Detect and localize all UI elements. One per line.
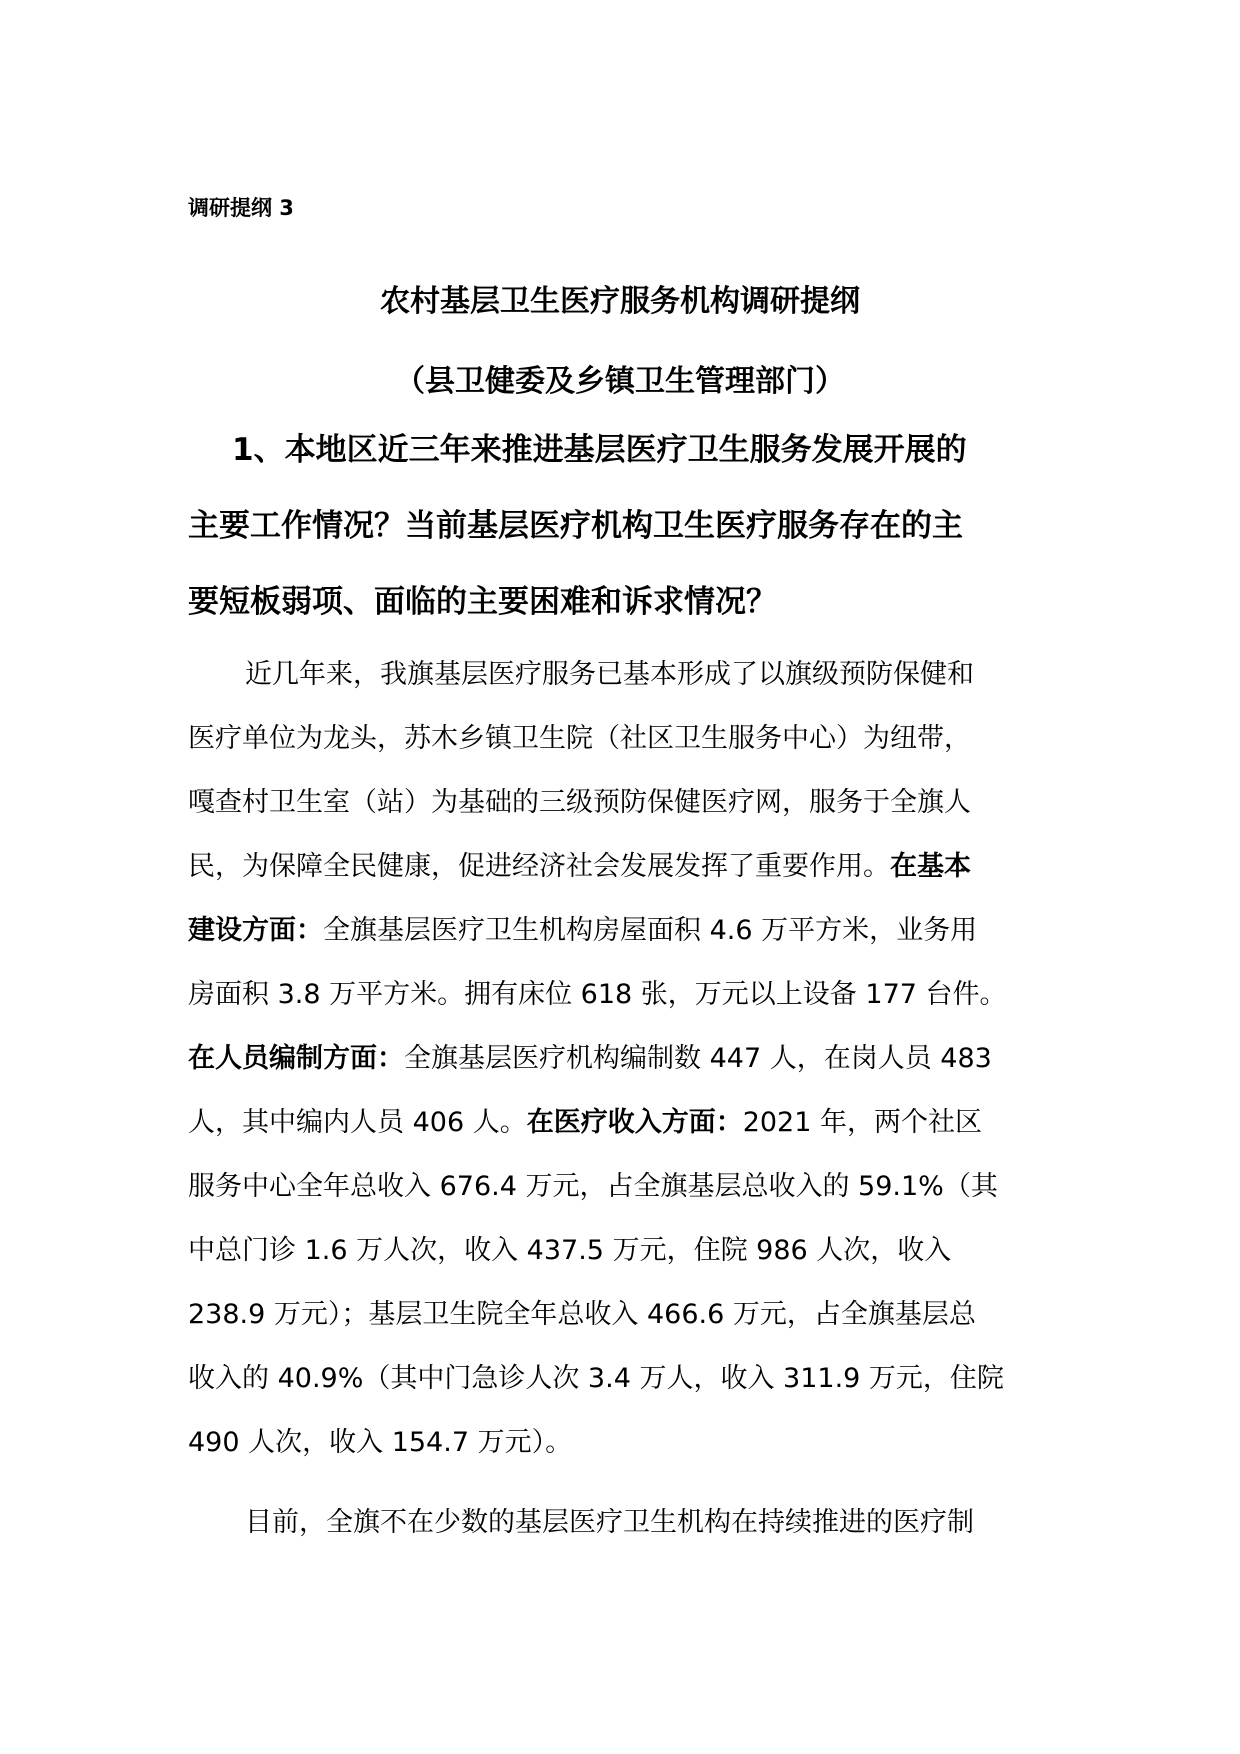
paragraph-1-line-8 (188, 1100, 982, 1139)
paragraph-1-line-9: 服务中心全年总收入 676.4 万元，占全旗基层总收入的 59.1%（其 (188, 1171, 998, 1202)
paragraph-2-line-1: 目前，全旗不在少数的基层医疗卫生机构在持续推进的医疗制 (245, 1507, 974, 1538)
paragraph-1-line-3: 嘎查村卫生室（站）为基础的三级预防保健医疗网，服务于全旗人 (188, 787, 971, 818)
bold-heading-medical-income: 在医疗收入方面： (526, 1107, 743, 1138)
paragraph-1-text: 民，为保障全民健康，促进经济社会发展发挥了重要作用。 (188, 851, 890, 882)
bold-heading-staffing: 在人员编制方面： (188, 1043, 404, 1074)
paragraph-1-line-12: 收入的 40.9%（其中门急诊人次 3.4 万人，收入 311.9 万元，住院 (188, 1363, 1004, 1394)
bold-heading-basic-construction-end: 建设方面： (188, 915, 323, 946)
document-label: 调研提纲 3 (188, 196, 294, 220)
paragraph-1-line-4 (188, 844, 971, 883)
paragraph-1-line-6: 房面积 3.8 万平方米。拥有床位 618 张，万元以上设备 177 台件。 (188, 979, 1007, 1010)
paragraph-1-line-11: 238.9 万元）；基层卫生院全年总收入 466.6 万元，占全旗基层总 (188, 1299, 976, 1330)
paragraph-1-text: 2021 年，两个社区 (742, 1107, 982, 1138)
paragraph-1-text: 人，其中编内人员 406 人。 (188, 1107, 527, 1138)
paragraph-1-line-1: 近几年来，我旗基层医疗服务已基本形成了以旗级预防保健和 (245, 659, 974, 690)
document-subtitle: （县卫健委及乡镇卫生管理部门） (395, 364, 845, 399)
paragraph-1-line-10: 中总门诊 1.6 万人次，收入 437.5 万元，住院 986 人次，收入 (188, 1235, 952, 1266)
question-1-line-1: 1、本地区近三年来推进基层医疗卫生服务发展开展的 (232, 432, 967, 468)
paragraph-1-line-7 (188, 1036, 992, 1075)
bold-heading-basic-construction-start: 在基本 (890, 851, 971, 882)
question-1-line-3: 要短板弱项、面临的主要困难和诉求情况？ (188, 584, 777, 620)
question-1-line-2: 主要工作情况？当前基层医疗机构卫生医疗服务存在的主 (188, 508, 963, 544)
paragraph-1-line-5 (188, 908, 977, 947)
paragraph-1-text: 全旗基层医疗卫生机构房屋面积 4.6 万平方米，业务用 (323, 915, 978, 946)
document-title: 农村基层卫生医疗服务机构调研提纲 (380, 284, 860, 319)
paragraph-1-line-13: 490 人次，收入 154.7 万元）。 (188, 1427, 573, 1458)
paragraph-1-line-2: 医疗单位为龙头，苏木乡镇卫生院（社区卫生服务中心）为纽带， (188, 723, 971, 754)
paragraph-1-text: 全旗基层医疗机构编制数 447 人，在岗人员 483 (404, 1043, 992, 1074)
